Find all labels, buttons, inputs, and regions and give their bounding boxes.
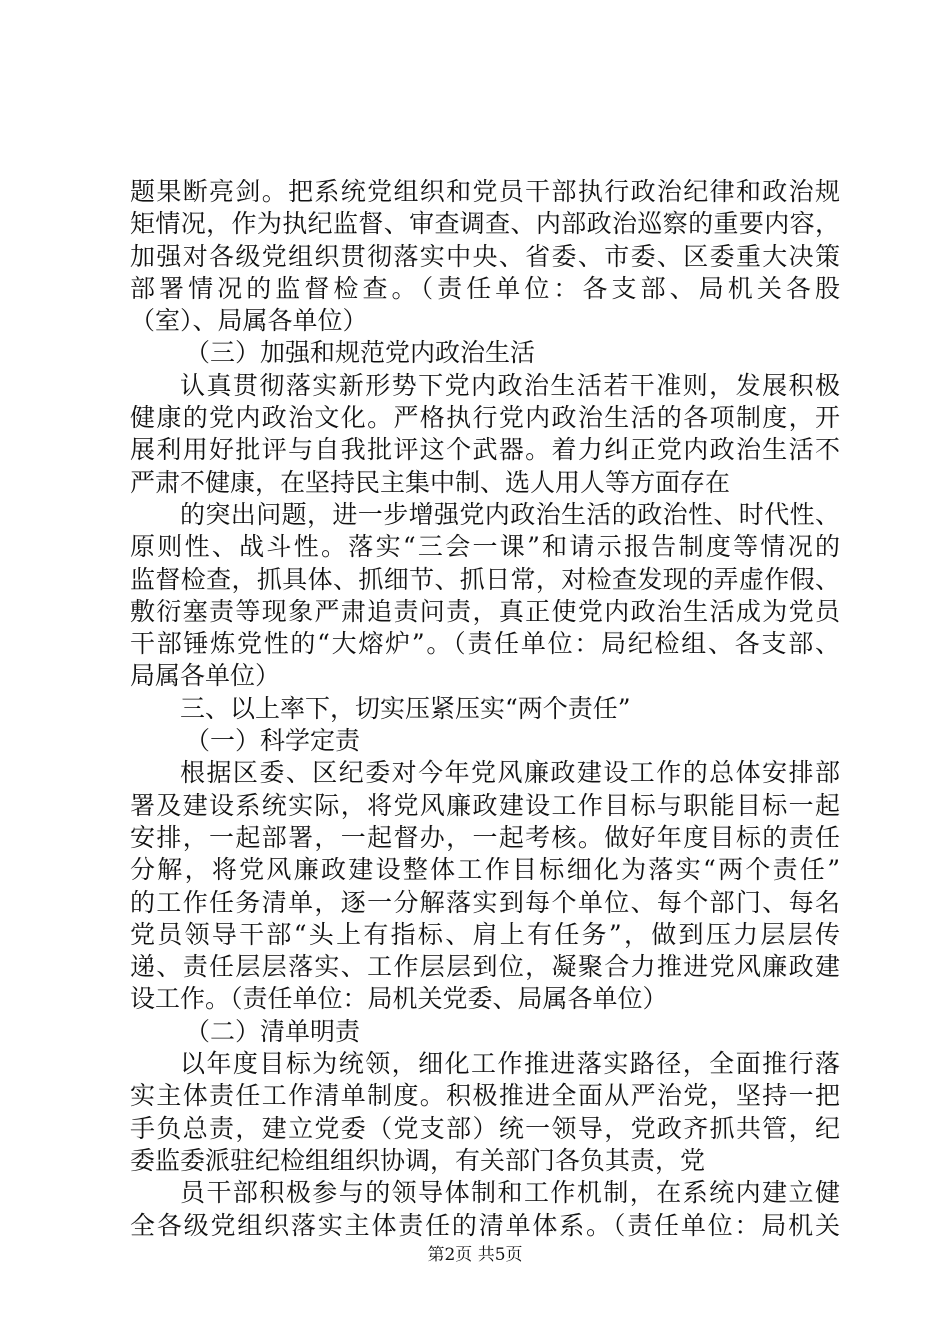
text-line: 敷衍塞责等现象严肃追责问责，真正使党内政治生活成为党员	[130, 596, 840, 626]
text-line: （三）加强和规范党内政治生活	[185, 338, 536, 368]
text-line: 递、责任层层落实、工作层层到位，凝聚合力推进党风廉政建	[130, 952, 840, 982]
text-line: （一）科学定责	[185, 726, 361, 756]
text-line: （室）、局属各单位）	[130, 306, 368, 336]
text-line: 安排，一起部署，一起督办，一起考核。做好年度目标的责任	[130, 822, 840, 852]
text-line: 矩情况，作为执纪监督、审查调查、内部政治巡察的重要内容，	[130, 209, 840, 239]
text-line: 监督检查，抓具体、抓细节、抓日常，对检查发现的弄虚作假、	[130, 564, 840, 594]
text-line: 干部锤炼党性的“大熔炉”。（责任单位：局纪检组、各支部、	[130, 629, 840, 659]
text-line: 员干部积极参与的领导体制和工作机制，在系统内建立健	[180, 1178, 840, 1208]
text-line: 分解，将党风廉政建设整体工作目标细化为落实“两个责任”	[130, 855, 840, 885]
text-line: 全各级党组织落实主体责任的清单体系。（责任单位：局机关	[130, 1210, 840, 1240]
document-body	[130, 176, 840, 1242]
text-line: 手负总责，建立党委（党支部）统一领导，党政齐抓共管，纪	[130, 1113, 840, 1143]
text-line: 委监委派驻纪检组组织协调，有关部门各负其责，党	[130, 1145, 706, 1175]
text-line: 设工作。（责任单位：局机关党委、局属各单位）	[130, 984, 668, 1014]
text-line: 健康的党内政治文化。严格执行党内政治生活的各项制度，开	[130, 403, 840, 433]
text-line: 严肃不健康，在坚持民主集中制、选人用人等方面存在	[130, 467, 731, 497]
text-line: 三、以上率下，切实压紧压实“两个责任”	[180, 693, 631, 723]
text-line: 认真贯彻落实新形势下党内政治生活若干准则，发展积极	[180, 370, 840, 400]
text-line: 的工作任务清单，逐一分解落实到每个单位、每个部门、每名	[130, 887, 840, 917]
text-line: 局属各单位）	[130, 661, 281, 691]
text-line: 以年度目标为统领，细化工作推进落实路径，全面推行落	[180, 1049, 840, 1079]
text-line: 原则性、战斗性。落实“三会一课”和请示报告制度等情况的	[130, 532, 840, 562]
text-line: （二）清单明责	[185, 1016, 361, 1046]
page-footer: 第2页 共5页	[427, 1245, 523, 1265]
text-line: 根据区委、区纪委对今年党风廉政建设工作的总体安排部	[180, 758, 840, 788]
text-line: 实主体责任工作清单制度。积极推进全面从严治党，坚持一把	[130, 1081, 840, 1111]
text-line: 加强对各级党组织贯彻落实中央、省委、市委、区委重大决策	[130, 241, 840, 271]
text-line: 展利用好批评与自我批评这个武器。着力纠正党内政治生活不	[130, 435, 840, 465]
text-line: 部署情况的监督检查。（责任单位：各支部、局机关各股	[130, 273, 840, 303]
text-line: 的突出问题，进一步增强党内政治生活的政治性、时代性、	[180, 499, 840, 529]
text-line: 署及建设系统实际，将党风廉政建设工作目标与职能目标一起	[130, 790, 840, 820]
text-line: 党员领导干部“头上有指标、肩上有任务”，做到压力层层传	[130, 919, 840, 949]
text-line: 题果断亮剑。把系统党组织和党员干部执行政治纪律和政治规	[130, 177, 840, 206]
